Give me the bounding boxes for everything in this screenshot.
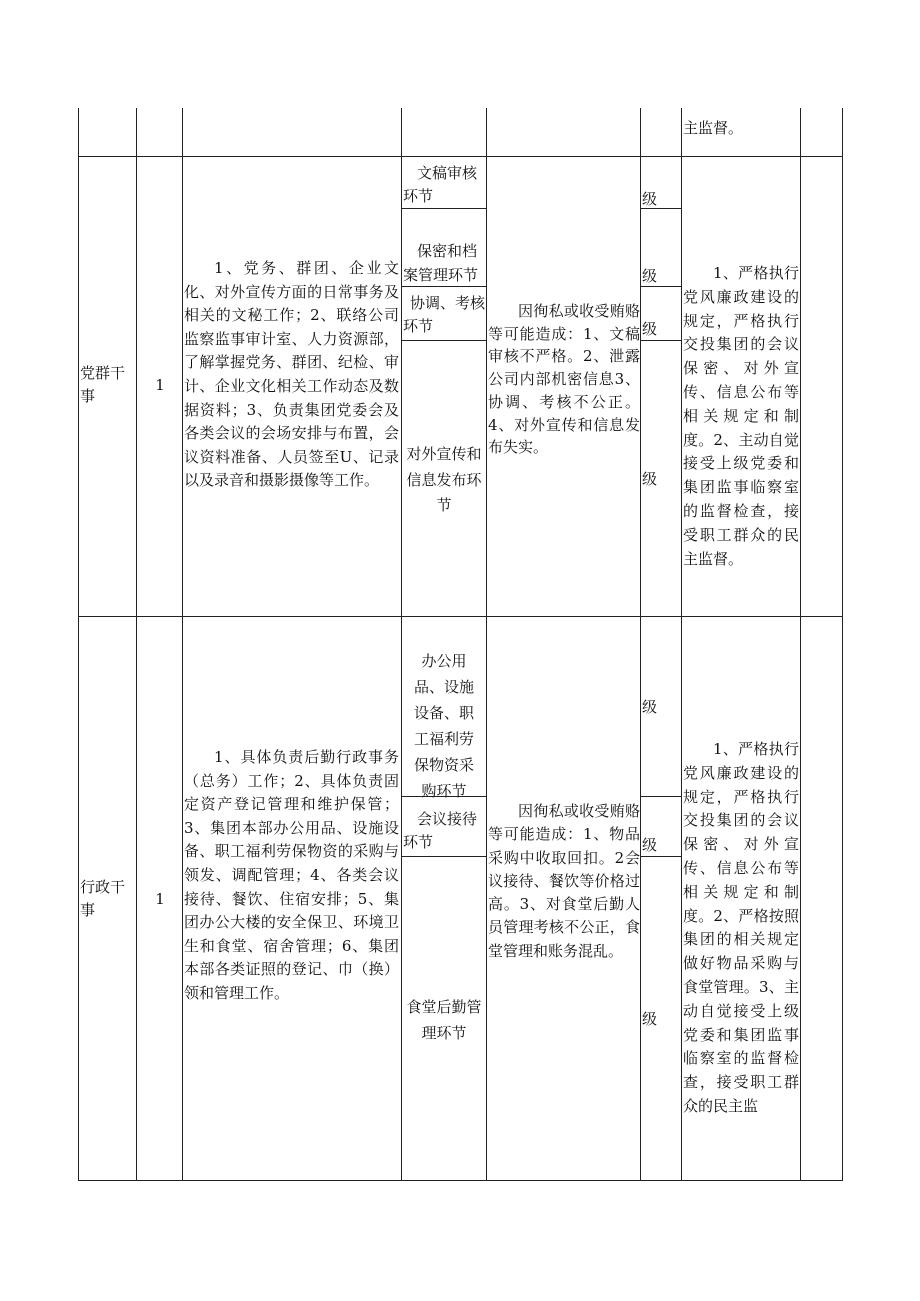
position-cell: 行政干事 (80, 878, 126, 919)
link-cell: 会议接待环节 (403, 810, 478, 851)
link-cell: 办公用品、设施设备、职工福利劳保物资采购环节 (413, 652, 474, 800)
link-cell: 保密和档案管理环节 (403, 242, 479, 284)
link-cell: 文稿审核环节 (403, 164, 478, 205)
level-cell: 级 (642, 698, 658, 716)
link-cell: 对外宣传和信息发布环节 (406, 445, 482, 514)
supervision-tail-text: 主监督。 (683, 119, 744, 137)
risk-cell: 因徇私或收受贿赂等可能造成：1、文稿审核不严格。2、泄露公司内部机密信息3、协调、考核不公正。4、对外宣传和信息发布失实。 (488, 302, 640, 457)
link-cell: 协调、考核环节 (403, 294, 486, 335)
link-cell: 食堂后勤管理环节 (406, 998, 482, 1042)
measures-cell: 1、严格执行党风廉政建设的规定，严格执行交投集团的会议保密、对外宣传、信息公布等相关规定和制度。2、主动自觉接受上级党委和集团监事临察室的监督检查，接受职工群众的民主监督。 (683, 264, 799, 568)
level-cell: 级 (642, 267, 658, 285)
count-cell: 1 (155, 890, 165, 908)
position-cell: 党群干事 (80, 364, 126, 405)
level-cell: 级 (642, 470, 658, 488)
level-cell: 级 (642, 320, 658, 338)
duties-cell: 1、党务、群团、企业文化、对外宣传方面的日常事务及相关的文秘工作；2、联络公司监察监事审计室、人力资源部，了解掌握党务、群团、纪检、审计、企业文化相关工作动态及数据资料；3、负责集团党委会及各类会议的会场安排与布置，会议资料准备、人员签至U、记录以及录音和摄影摄像等工作。 (184, 259, 399, 490)
duties-cell: 1、具体负责后勤行政事务（总务）工作；2、具体负责固定资产登记管理和维护保管；3、集团本部办公用品、设施设备、职工福利劳保物资的采购与领发、调配管理；4、各类会议接待、餐饮、住宿安排；5、集团办公大楼的安全保卫、环境卫生和食堂、宿舍管理；6、集团本部各类证照的登记、巾（换）领和管理工作。 (184, 748, 399, 1002)
measures-cell: 1、严格执行党风廉政建设的规定，严格执行交投集团的会议保密、对外宣传、信息公布等相关规定和制度。2、严格按照集团的相关规定做好物品采购与食堂管理。3、主动自觉接受上级党委和集团监事临察室的监督检查，接受职工群众的民主监 (683, 740, 799, 1115)
level-cell: 级 (642, 836, 658, 854)
level-cell: 级 (642, 1010, 658, 1028)
level-cell: 级 (642, 190, 658, 208)
risk-cell: 因徇私或收受贿赂等可能造成：1、物品采购中收取回扣。2会议接待、餐饮等价格过高。3、对食堂后勤人员管理考核不公正，食堂管理和账务混乱。 (488, 802, 640, 960)
count-cell: 1 (155, 376, 165, 394)
